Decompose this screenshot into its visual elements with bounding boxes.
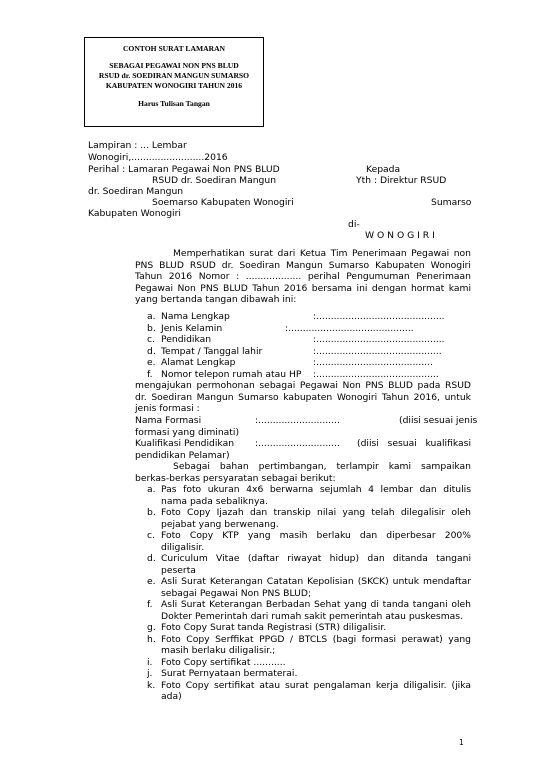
kualifikasi-note-cont: pendidikan Pelamar) [135,449,230,461]
lampiran: Lampiran : ... Lembar [88,140,187,151]
formasi-dots: :............................ [255,415,340,426]
header-box [84,37,264,127]
formasi-block [135,415,478,461]
list-item: b. Foto Copy Ijazah dan transkip nilai yang telah dilegalisir oleh pejabat yang berwenang. [147,507,471,530]
field-row: c. Pendidikan :............................................ [147,334,445,345]
list-item: j. Surat Pernyataan bermaterai. [147,668,298,679]
header-note: Harus Tulisan Tangan [138,99,210,108]
header-title: CONTOH SURAT LAMARAN [122,44,226,53]
recipient-cont: Sumarso [431,197,472,208]
list-item: g. Foto Copy Surat tanda Registrasi (STR) diligalisir. [147,622,387,633]
page-number: 1 [459,738,464,747]
list-item: d. Curiculum Vitae (daftar riwayat hidup) dan ditanda tangani peserta [147,553,471,576]
identity-fields [147,311,445,380]
field-row: e. Alamat Lengkap :........................................ [147,357,433,368]
field-row: d. Tempat / Tanggal lahir :........................................... [147,345,442,357]
field-row: f. Nomor telepon rumah atau HP :.......................................... [147,368,439,380]
perihal-cont: Kabupaten Wonogiri [88,208,181,219]
list-item: e. Asli Surat Keterangan Catatan Kepolisian (SKCK) untuk mendaftar sebagai Pegawai Non PNS BLUD; [147,576,471,599]
list-item: k. Foto Copy sertifikat atau surat pengalaman kerja diligalisir. (jika ada) [147,679,471,702]
list-item: h. Foto Copy Serffikat PPGD / BTCLS (bagi formasi perawat) yang masih berlaku diligalisir.; [147,633,471,656]
header-line: RSUD dr. SOEDIRAN MANGUN SUMARSO [98,71,250,80]
apply-paragraph: mengajukan permohonan sebagai Pegawai Non PNS BLUD pada RSUD dr. Soediran Mangun Sumarso kabupaten Wonogiri Tahun 2016, untuk jenis formasi : [135,380,471,414]
requirements-list [147,484,471,703]
consider-paragraph: Sebagai bahan pertimbangan, terlampir kami sampaikan berkas-berkas persyaratan sebagai berikut: [135,461,471,484]
field-row: b. Jenis Kelamin :........................................... [147,322,414,334]
kualifikasi-note: (diisi sesuai kualifikasi [357,438,471,449]
perihal-cont: dr. Soediran Mangun [88,186,184,197]
di: di- [348,219,360,230]
intro-paragraph: Memperhatikan surat dari Ketua Tim Penerimaan Pegawai non PNS BLUD RSUD dr. Soediran Mangun Sumarso Kabupaten Wonogiri Tahun 2016 Nomor : ................... perihal Pengumuman Penerimaan Pegawai Non PNS BLUD Tahun 2016 bersama ini dengan hormat kami yang bertanda tangan dibawah ini: [135,248,471,305]
list-item: f. Asli Surat Keterangan Berbadan Sehat yang di tanda tangani oleh Dokter Pemerintah dari rumah sakit pemerintah atau puskesmas. [147,599,471,622]
kepada: Kepada [366,164,401,175]
field-row: a. Nama Lengkap :............................................ [147,311,445,322]
kualifikasi-dots: :............................ [255,438,340,449]
formasi-label: Nama Formasi [135,415,202,426]
letter-date: Wonogiri,.........................2016 [88,152,228,163]
list-item: c. Foto Copy KTP yang masih berlaku dan diperbesar 200% diligalisir. [147,530,471,553]
formasi-note-cont: formasi yang diminati) [135,426,240,438]
perihal-cont: Soemarso Kabupaten Wonogiri [152,197,294,208]
formasi-note: (diisi sesuai jenis [399,415,478,426]
kualifikasi-label: Kualifikasi Pendidikan [135,438,235,449]
perihal: Perihal : Lamaran Pegawai Non PNS BLUD [88,164,280,175]
list-item: a. Pas foto ukuran 4x6 berwarna sejumlah 4 lembar dan ditulis nama pada sebaliknya. [147,484,471,507]
list-item: i. Foto Copy sertifikat ........... [147,656,286,668]
perihal-cont: RSUD dr. Soediran Mangun [152,175,277,186]
header-line: KABUPATEN WONOGIRI TAHUN 2016 [105,81,243,90]
header-line: SEBAGAI PEGAWAI NON PNS BLUD [109,61,239,70]
yth: Yth : Direktur RSUD [356,175,447,186]
kota: W O N O G I R I [365,230,435,241]
